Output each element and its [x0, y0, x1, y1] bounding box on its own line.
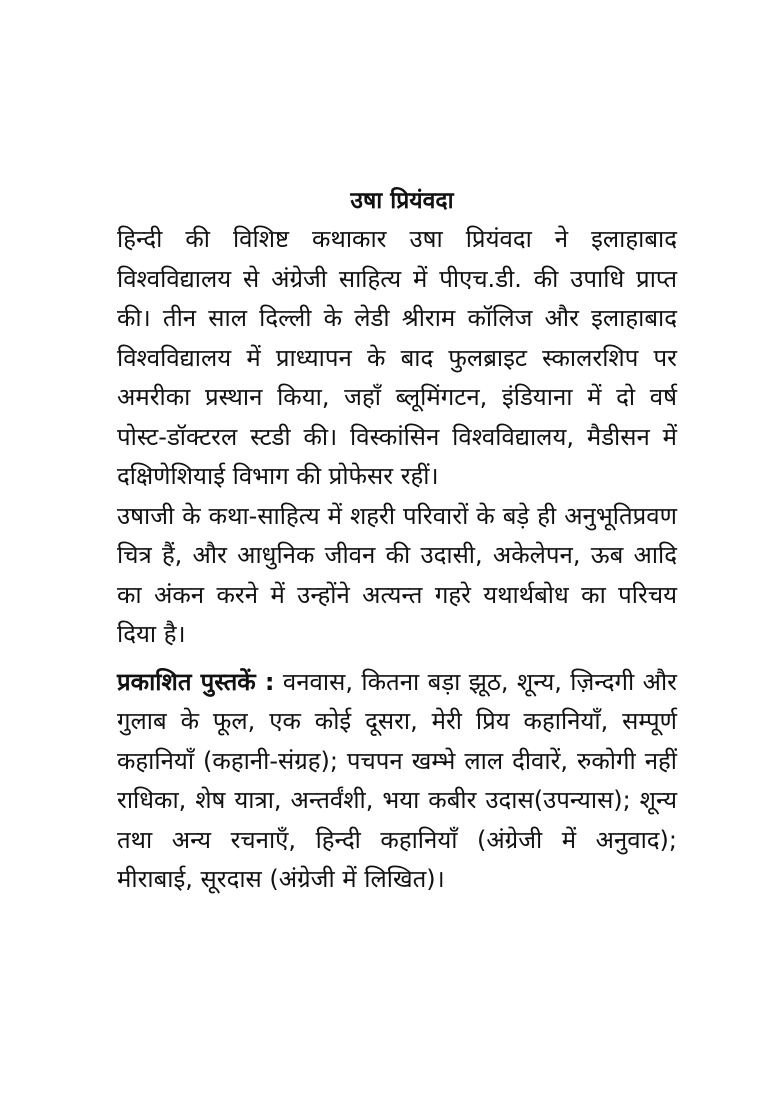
page-title: उषा प्रियंवदा: [350, 188, 454, 214]
publications-list: वनवास, कितना बड़ा झूठ, शून्य, ज़िन्दगी और गुलाब के फूल, एक कोई दूसरा, मेरी प्रिय कहानियाँ, सम्पूर्ण कहानियाँ (कहानी-संग्रह); पचपन खम्भे लाल दीवारें, रुकोगी नहीं राधिका, शेष यात्रा, अन्तर्वंशी, भया कबीर उदास(उपन्यास); शून्य तथा अन्य रचनाएँ, हिन्दी कहानियाँ (अंग्रेजी में अनुवाद); मीराबाई, सूरदास (अंग्रेजी में लिखित)।: [117, 667, 677, 893]
document-page: [117, 186, 677, 900]
publications-paragraph: [117, 663, 677, 900]
bio-paragraph-1: हिन्दी की विशिष्ट कथाकार उषा प्रियंवदा ने इलाहाबाद विश्वविद्यालय से अंग्रेजी साहित्य में पीएच.डी. की उपाधि प्राप्त की। तीन साल दिल्ली के लेडी श्रीराम कॉलिज और इलाहाबाद विश्वविद्यालय में प्राध्यापन के बाद फुलब्राइट स्कालरशिप पर अमरीका प्रस्थान किया, जहाँ ब्लूमिंगटन, इंडियाना में दो वर्ष पोस्ट-डॉक्टरल स्टडी की। विस्कांसिन विश्वविद्यालय, मैडीसन में दक्षिणेशियाई विभाग की प्रोफेसर रहीं।: [117, 225, 677, 490]
publications-label: प्रकाशित पुस्तकें :: [117, 667, 275, 696]
bio-paragraph-2: उषाजी के कथा-साहित्य में शहरी परिवारों के बड़े ही अनुभूतिप्रवण चित्र हैं, और आधुनिक जीवन की उदासी, अकेलेपन, ऊब आदि का अंकन करने में उन्होंने अत्यन्त गहरे यथार्थबोध का परिचय दिया है।: [117, 501, 677, 648]
